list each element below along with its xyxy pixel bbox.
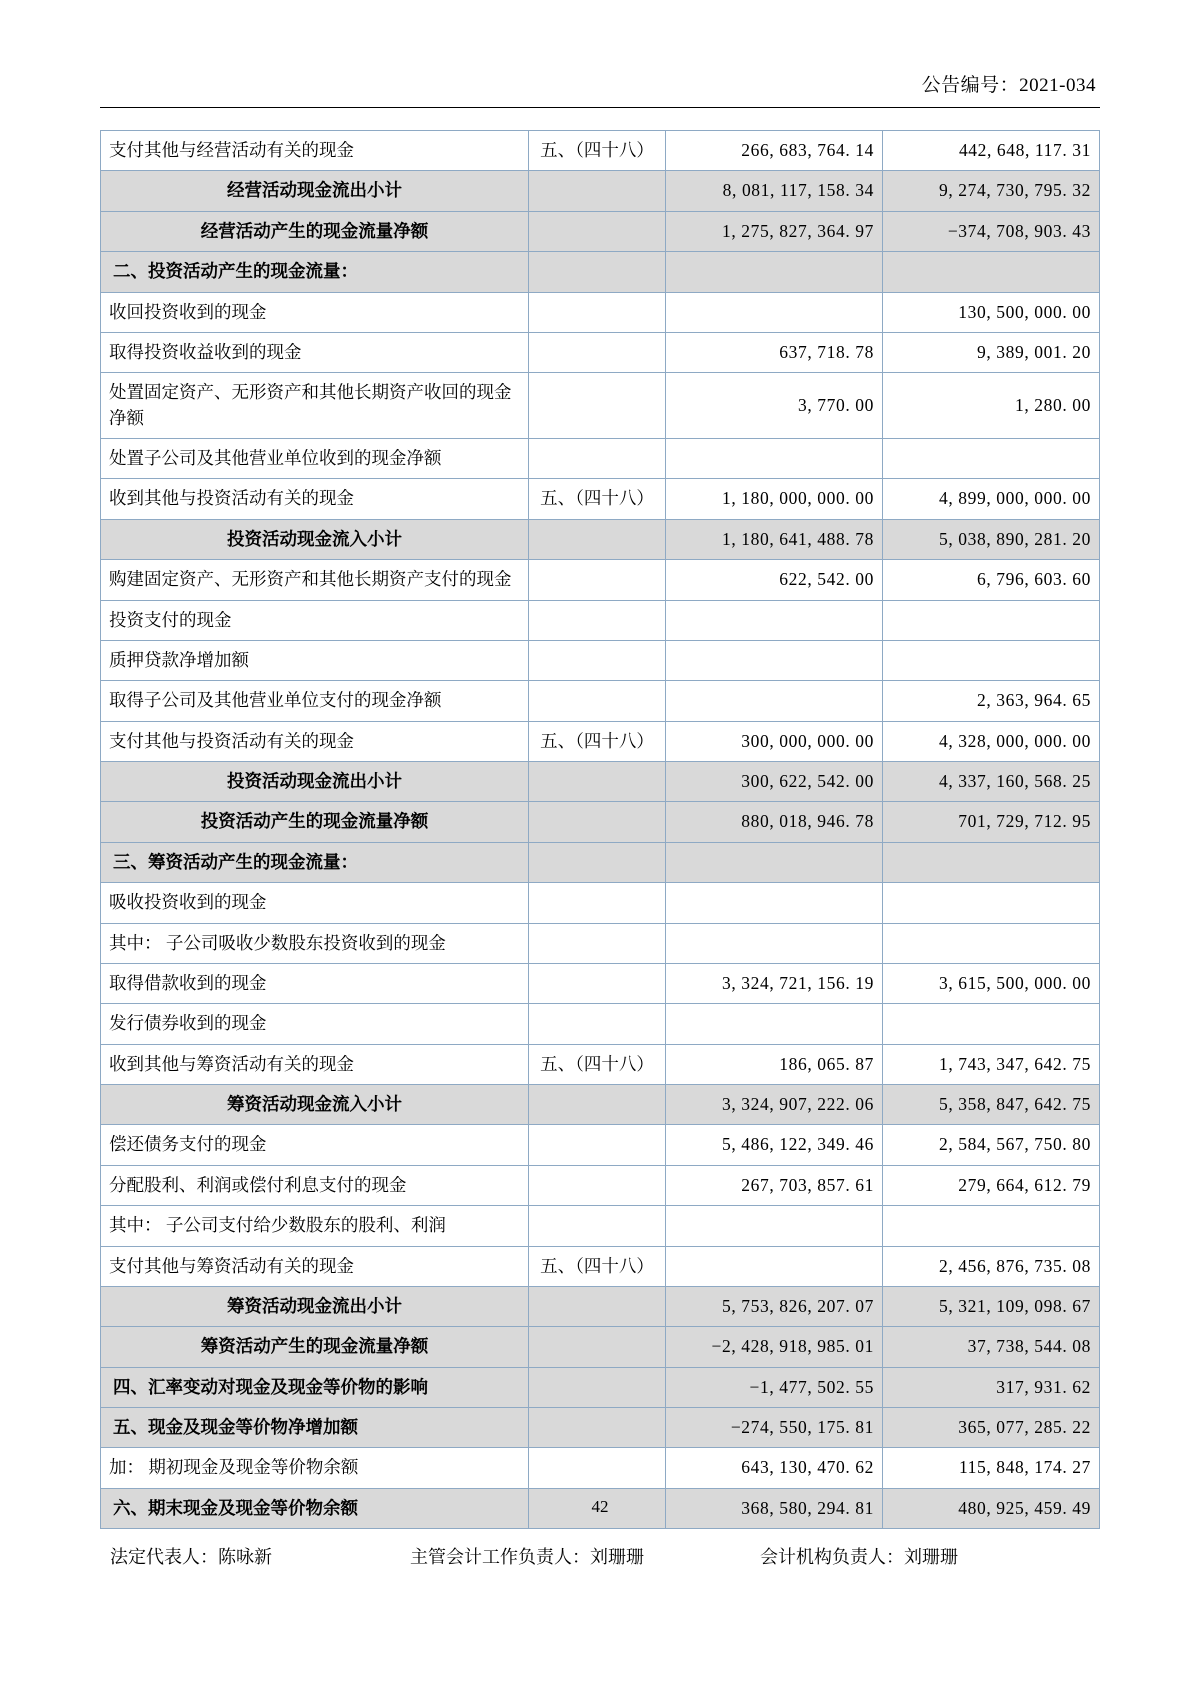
row-value-current-period: 1, 180, 000, 000. 00 (666, 479, 883, 519)
row-note-reference (529, 963, 666, 1003)
row-value-current-period: 637, 718. 78 (666, 332, 883, 372)
row-note-reference (529, 292, 666, 332)
row-value-prior-period: 9, 389, 001. 20 (883, 332, 1100, 372)
row-value-current-period (666, 681, 883, 721)
table-row (101, 373, 1100, 439)
row-label: 五、现金及现金等价物净增加额 (101, 1408, 529, 1448)
row-note-reference (529, 883, 666, 923)
row-value-current-period: 266, 683, 764. 14 (666, 131, 883, 171)
row-label: 取得借款收到的现金 (101, 963, 529, 1003)
row-value-current-period (666, 1004, 883, 1044)
row-value-current-period (666, 1206, 883, 1246)
row-label: 二、投资活动产生的现金流量： (101, 252, 529, 292)
row-label: 三、筹资活动产生的现金流量： (101, 842, 529, 882)
row-note-reference: 五、（四十八） (529, 1246, 666, 1286)
row-label: 发行债券收到的现金 (101, 1004, 529, 1044)
row-value-prior-period: 6, 796, 603. 60 (883, 560, 1100, 600)
row-value-current-period (666, 292, 883, 332)
row-value-prior-period: 5, 358, 847, 642. 75 (883, 1085, 1100, 1125)
row-value-prior-period: 1, 280. 00 (883, 373, 1100, 439)
row-value-prior-period: 4, 337, 160, 568. 25 (883, 762, 1100, 802)
page-number: 42 (591, 1497, 609, 1516)
row-note-reference (529, 1125, 666, 1165)
row-label: 加： 期初现金及现金等价物余额 (101, 1448, 529, 1488)
table-row (101, 883, 1100, 923)
row-value-current-period (666, 923, 883, 963)
row-note-reference (529, 171, 666, 211)
row-value-prior-period: 1, 743, 347, 642. 75 (883, 1044, 1100, 1084)
row-label: 质押贷款净增加额 (101, 640, 529, 680)
row-value-current-period: 3, 324, 721, 156. 19 (666, 963, 883, 1003)
cash-flow-statement-table (100, 130, 1100, 1529)
row-value-current-period (666, 1246, 883, 1286)
row-label: 支付其他与筹资活动有关的现金 (101, 1246, 529, 1286)
row-label: 其中： 子公司吸收少数股东投资收到的现金 (101, 923, 529, 963)
table-body (101, 131, 1100, 1529)
row-value-prior-period (883, 640, 1100, 680)
table-row (101, 640, 1100, 680)
table-row (101, 1327, 1100, 1367)
announcement-number: 公告编号：2021-034 (921, 75, 1096, 96)
table-row (101, 1286, 1100, 1326)
table-row (101, 1085, 1100, 1125)
legal-representative: 法定代表人：陈咏新 (110, 1547, 272, 1568)
row-value-prior-period (883, 842, 1100, 882)
row-value-current-period (666, 439, 883, 479)
row-value-current-period: 368, 580, 294. 81 (666, 1488, 883, 1528)
page-header (100, 70, 1100, 107)
table-row (101, 1044, 1100, 1084)
table-row (101, 721, 1100, 761)
row-value-current-period: −1, 477, 502. 55 (666, 1367, 883, 1407)
row-note-reference (529, 332, 666, 372)
row-note-reference (529, 600, 666, 640)
row-value-current-period (666, 600, 883, 640)
row-label: 取得子公司及其他营业单位支付的现金净额 (101, 681, 529, 721)
table-row (101, 171, 1100, 211)
table-row (101, 923, 1100, 963)
row-value-current-period: 3, 324, 907, 222. 06 (666, 1085, 883, 1125)
row-value-prior-period: 2, 363, 964. 65 (883, 681, 1100, 721)
row-value-current-period: 1, 275, 827, 364. 97 (666, 211, 883, 251)
row-value-current-period: 267, 703, 857. 61 (666, 1165, 883, 1205)
row-note-reference (529, 1408, 666, 1448)
table-row (101, 963, 1100, 1003)
row-value-prior-period: 279, 664, 612. 79 (883, 1165, 1100, 1205)
row-note-reference (529, 802, 666, 842)
accounting-head: 主管会计工作负责人：刘珊珊 (410, 1547, 644, 1568)
table-row (101, 479, 1100, 519)
row-value-current-period: −274, 550, 175. 81 (666, 1408, 883, 1448)
row-value-current-period (666, 252, 883, 292)
row-note-reference (529, 1004, 666, 1044)
table-row (101, 560, 1100, 600)
header-divider (100, 107, 1100, 108)
table-row (101, 600, 1100, 640)
row-note-reference: 五、（四十八） (529, 1044, 666, 1084)
row-value-prior-period: 5, 321, 109, 098. 67 (883, 1286, 1100, 1326)
row-value-current-period: 643, 130, 470. 62 (666, 1448, 883, 1488)
row-label: 筹资活动现金流入小计 (101, 1085, 529, 1125)
row-value-prior-period: 2, 456, 876, 735. 08 (883, 1246, 1100, 1286)
table-row (101, 131, 1100, 171)
row-note-reference (529, 1448, 666, 1488)
row-label: 收到其他与筹资活动有关的现金 (101, 1044, 529, 1084)
row-note-reference (529, 681, 666, 721)
table-row (101, 842, 1100, 882)
row-value-prior-period: 442, 648, 117. 31 (883, 131, 1100, 171)
row-value-prior-period: 5, 038, 890, 281. 20 (883, 519, 1100, 559)
row-label: 收回投资收到的现金 (101, 292, 529, 332)
row-value-prior-period (883, 252, 1100, 292)
table-row (101, 1165, 1100, 1205)
row-label: 四、汇率变动对现金及现金等价物的影响 (101, 1367, 529, 1407)
row-value-prior-period: 317, 931. 62 (883, 1367, 1100, 1407)
row-value-current-period: −2, 428, 918, 985. 01 (666, 1327, 883, 1367)
row-value-prior-period (883, 1206, 1100, 1246)
row-label: 分配股利、利润或偿付利息支付的现金 (101, 1165, 529, 1205)
row-value-prior-period (883, 883, 1100, 923)
table-row (101, 1206, 1100, 1246)
row-value-prior-period (883, 923, 1100, 963)
row-value-current-period: 1, 180, 641, 488. 78 (666, 519, 883, 559)
table-row (101, 1408, 1100, 1448)
row-note-reference (529, 560, 666, 600)
row-note-reference (529, 640, 666, 680)
row-note-reference (529, 842, 666, 882)
row-note-reference (529, 252, 666, 292)
row-value-prior-period: 115, 848, 174. 27 (883, 1448, 1100, 1488)
row-label: 偿还债务支付的现金 (101, 1125, 529, 1165)
row-value-prior-period (883, 1004, 1100, 1044)
row-value-prior-period: 9, 274, 730, 795. 32 (883, 171, 1100, 211)
row-label: 购建固定资产、无形资产和其他长期资产支付的现金 (101, 560, 529, 600)
table-row (101, 1367, 1100, 1407)
row-value-current-period: 622, 542. 00 (666, 560, 883, 600)
row-value-prior-period: 4, 328, 000, 000. 00 (883, 721, 1100, 761)
table-row (101, 802, 1100, 842)
row-note-reference (529, 211, 666, 251)
row-value-current-period: 880, 018, 946. 78 (666, 802, 883, 842)
table-row (101, 252, 1100, 292)
row-label: 经营活动现金流出小计 (101, 171, 529, 211)
table-row (101, 1246, 1100, 1286)
row-label: 投资活动现金流出小计 (101, 762, 529, 802)
row-label: 取得投资收益收到的现金 (101, 332, 529, 372)
row-label: 其中： 子公司支付给少数股东的股利、利润 (101, 1206, 529, 1246)
row-note-reference (529, 1367, 666, 1407)
row-value-prior-period: 3, 615, 500, 000. 00 (883, 963, 1100, 1003)
row-label: 支付其他与投资活动有关的现金 (101, 721, 529, 761)
row-note-reference (529, 1206, 666, 1246)
row-label: 经营活动产生的现金流量净额 (101, 211, 529, 251)
row-value-prior-period: 4, 899, 000, 000. 00 (883, 479, 1100, 519)
row-value-prior-period: −374, 708, 903. 43 (883, 211, 1100, 251)
row-note-reference (529, 519, 666, 559)
row-note-reference (529, 923, 666, 963)
table-row (101, 211, 1100, 251)
row-value-prior-period: 37, 738, 544. 08 (883, 1327, 1100, 1367)
row-label: 处置子公司及其他营业单位收到的现金净额 (101, 439, 529, 479)
table-row (101, 1448, 1100, 1488)
row-value-prior-period: 480, 925, 459. 49 (883, 1488, 1100, 1528)
row-label: 支付其他与经营活动有关的现金 (101, 131, 529, 171)
row-note-reference (529, 1085, 666, 1125)
row-label: 筹资活动产生的现金流量净额 (101, 1327, 529, 1367)
row-value-prior-period: 130, 500, 000. 00 (883, 292, 1100, 332)
row-note-reference (529, 762, 666, 802)
row-note-reference (529, 1165, 666, 1205)
row-value-prior-period: 2, 584, 567, 750. 80 (883, 1125, 1100, 1165)
row-value-current-period: 3, 770. 00 (666, 373, 883, 439)
row-value-prior-period: 365, 077, 285. 22 (883, 1408, 1100, 1448)
accounting-organization-head: 会计机构负责人：刘珊珊 (760, 1547, 958, 1568)
signature-line (100, 1543, 1100, 1569)
table-row (101, 332, 1100, 372)
row-value-current-period: 300, 000, 000. 00 (666, 721, 883, 761)
table-row (101, 1125, 1100, 1165)
row-label: 处置固定资产、无形资产和其他长期资产收回的现金净额 (101, 373, 529, 439)
table-row (101, 681, 1100, 721)
row-value-current-period: 5, 753, 826, 207. 07 (666, 1286, 883, 1326)
row-value-current-period (666, 883, 883, 923)
table-row (101, 762, 1100, 802)
row-value-prior-period (883, 439, 1100, 479)
row-value-prior-period: 701, 729, 712. 95 (883, 802, 1100, 842)
row-label: 筹资活动现金流出小计 (101, 1286, 529, 1326)
row-value-current-period: 5, 486, 122, 349. 46 (666, 1125, 883, 1165)
row-value-current-period: 300, 622, 542. 00 (666, 762, 883, 802)
row-note-reference (529, 373, 666, 439)
table-row (101, 519, 1100, 559)
table-row (101, 1004, 1100, 1044)
row-note-reference: 五、（四十八） (529, 131, 666, 171)
row-value-prior-period (883, 600, 1100, 640)
row-label: 投资活动现金流入小计 (101, 519, 529, 559)
table-row (101, 292, 1100, 332)
row-value-current-period: 186, 065. 87 (666, 1044, 883, 1084)
row-note-reference (529, 1286, 666, 1326)
row-label: 六、期末现金及现金等价物余额 (101, 1488, 529, 1528)
table-row (101, 439, 1100, 479)
row-note-reference: 五、（四十八） (529, 721, 666, 761)
row-value-current-period (666, 842, 883, 882)
row-label: 投资支付的现金 (101, 600, 529, 640)
row-note-reference (529, 439, 666, 479)
row-note-reference (529, 1327, 666, 1367)
row-value-current-period (666, 640, 883, 680)
row-note-reference: 五、（四十八） (529, 479, 666, 519)
row-label: 投资活动产生的现金流量净额 (101, 802, 529, 842)
row-value-current-period: 8, 081, 117, 158. 34 (666, 171, 883, 211)
row-label: 吸收投资收到的现金 (101, 883, 529, 923)
row-label: 收到其他与投资活动有关的现金 (101, 479, 529, 519)
